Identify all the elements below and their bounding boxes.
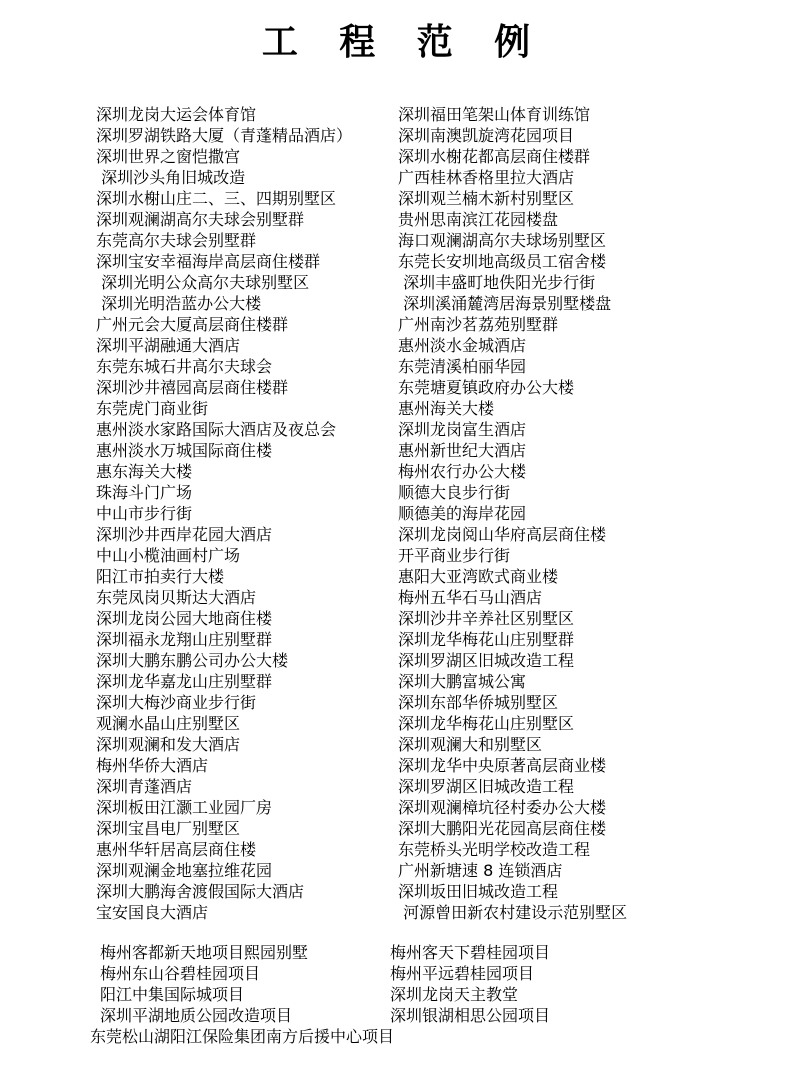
project-row (96, 671, 752, 692)
project-name-right: 梅州平远碧桂园项目 (390, 964, 535, 983)
project-row (96, 167, 752, 188)
project-name-right: 深圳龙华中央原著高层商业楼 (398, 756, 607, 775)
project-name-left: 珠海斗门广场 (96, 483, 193, 502)
project-row (96, 650, 752, 671)
project-row (96, 482, 752, 503)
project-name-left: 阳江中集国际城项目 (100, 985, 245, 1004)
project-row (96, 356, 752, 377)
project-name-left: 惠州华轩居高层商住楼 (96, 840, 257, 859)
project-name-left: 惠州淡水万城国际商住楼 (96, 441, 273, 460)
project-name-right: 广州南沙茗荔苑别墅群 (398, 315, 559, 334)
project-name-left: 深圳宝昌电厂别墅区 (96, 819, 241, 838)
project-row (96, 230, 752, 251)
project-row (96, 293, 752, 314)
project-name-right: 梅州客天下碧桂园项目 (390, 943, 551, 962)
project-name-right: 深圳南澳凯旋湾花园项目 (398, 126, 575, 145)
project-name-right: 深圳龙岗富生酒店 (398, 420, 527, 439)
project-name-left: 深圳板田江灏工业园厂房 (96, 798, 273, 817)
project-row (96, 251, 752, 272)
project-name-right: 东莞桥头光明学校改造工程 (398, 840, 591, 859)
project-name-left: 中山小榄油画村广场 (96, 546, 241, 565)
main-project-list (96, 104, 752, 923)
project-name-left: 惠州淡水家路国际大酒店及夜总会 (96, 420, 337, 439)
project-name-right: 梅州五华石马山酒店 (398, 588, 543, 607)
project-name-left: 深圳世界之窗恺撒宫 (96, 147, 241, 166)
project-name-left: 东莞松山湖阳江保险集团南方后援中心项目 (90, 1027, 395, 1046)
project-row (96, 440, 752, 461)
project-name-left: 梅州东山谷碧桂园项目 (100, 964, 261, 983)
project-row (96, 692, 752, 713)
project-name-right: 深圳银湖相思公园项目 (390, 1006, 551, 1025)
project-name-left: 深圳沙井西岸花园大酒店 (96, 525, 273, 544)
project-name-left: 深圳龙华嘉龙山庄别墅群 (96, 672, 273, 691)
project-row (96, 839, 752, 860)
project-name-left: 深圳沙头角旧城改造 (96, 168, 246, 187)
project-row (96, 188, 752, 209)
project-name-left: 深圳宝安幸福海岸高层商住楼群 (96, 252, 321, 271)
project-name-right: 深圳福田笔架山体育训练馆 (398, 105, 591, 124)
project-row (96, 608, 752, 629)
project-name-right: 开平商业步行街 (398, 546, 511, 565)
project-row (96, 104, 752, 125)
project-row (96, 587, 752, 608)
project-name-right: 惠州新世纪大酒店 (398, 441, 527, 460)
project-name-left: 梅州客都新天地项目熙园别墅 (100, 943, 309, 962)
project-name-left: 深圳观澜和发大酒店 (96, 735, 241, 754)
project-name-right: 顺德大良步行街 (398, 483, 511, 502)
project-name-right: 深圳龙岗天主教堂 (390, 985, 519, 1004)
project-name-right: 深圳罗湖区旧城改造工程 (398, 651, 575, 670)
project-row (96, 755, 752, 776)
project-row (96, 461, 752, 482)
project-row (96, 818, 752, 839)
project-name-right: 惠州海关大楼 (398, 399, 495, 418)
project-name-left: 东莞凤岗贝斯达大酒店 (96, 588, 257, 607)
project-row (96, 314, 752, 335)
project-name-right: 深圳罗湖区旧城改造工程 (398, 777, 575, 796)
project-name-left: 深圳大梅沙商业步行街 (96, 693, 257, 712)
project-name-left: 深圳平湖地质公园改造项目 (100, 1006, 293, 1025)
project-row (96, 398, 752, 419)
project-row (96, 902, 752, 923)
project-name-right: 深圳溪涌麓湾居海景别墅楼盘 (398, 294, 612, 313)
project-name-right: 东莞长安圳地高级员工宿舍楼 (398, 252, 607, 271)
project-row (96, 797, 752, 818)
project-name-left: 深圳光明浩蓝办公大楼 (96, 294, 262, 313)
project-name-right: 深圳坂田旧城改造工程 (398, 882, 559, 901)
project-name-left: 东莞东城石井高尔夫球会 (96, 357, 273, 376)
project-name-left: 观澜水晶山庄别墅区 (96, 714, 241, 733)
project-row (90, 1026, 752, 1047)
page-title: 工程范例 (261, 21, 572, 63)
project-row (96, 146, 752, 167)
project-name-right: 惠州淡水金城酒店 (398, 336, 527, 355)
project-name-left: 深圳龙岗公园大地商住楼 (96, 609, 273, 628)
project-name-left: 深圳罗湖铁路大厦（青蓬精品酒店） (96, 126, 353, 145)
project-name-left: 东莞高尔夫球会别墅群 (96, 231, 257, 250)
project-row (96, 503, 752, 524)
project-name-right: 东莞清溪柏丽华园 (398, 357, 527, 376)
project-name-right: 顺德美的海岸花园 (398, 504, 527, 523)
project-name-left: 深圳大鹏海舍渡假国际大酒店 (96, 882, 305, 901)
project-row (96, 377, 752, 398)
project-name-left: 深圳龙岗大运会体育馆 (96, 105, 257, 124)
project-name-right: 深圳龙华梅花山庄别墅群 (398, 630, 575, 649)
project-name-right: 深圳观兰楠木新村别墅区 (398, 189, 575, 208)
project-name-left: 东莞虎门商业街 (96, 399, 209, 418)
project-name-left: 深圳观澜湖高尔夫球会别墅群 (96, 210, 305, 229)
project-name-left: 深圳青蓬酒店 (96, 777, 193, 796)
project-name-left: 深圳水榭山庄二、三、四期别墅区 (96, 189, 337, 208)
project-name-right: 海口观澜湖高尔夫球场别墅区 (398, 231, 607, 250)
project-row (96, 272, 752, 293)
project-name-left: 宝安国良大酒店 (96, 903, 209, 922)
project-name-right: 深圳龙岗阅山华府高层商住楼 (398, 525, 607, 544)
project-name-right: 深圳沙井辛养社区别墅区 (398, 609, 575, 628)
project-name-left: 深圳光明公众高尔夫球别墅区 (96, 273, 310, 292)
project-row (96, 566, 752, 587)
project-row (90, 984, 752, 1005)
project-name-right: 深圳水榭花都高层商住楼群 (398, 147, 591, 166)
project-row (96, 419, 752, 440)
project-name-right: 广西桂林香格里拉大酒店 (398, 168, 575, 187)
project-name-right: 深圳观澜大和别墅区 (398, 735, 543, 754)
project-name-right: 河源曾田新农村建设示范别墅区 (398, 903, 628, 922)
project-row (96, 860, 752, 881)
project-name-left: 深圳福永龙翔山庄别墅群 (96, 630, 273, 649)
project-name-right: 深圳大鹏阳光花园高层商住楼 (398, 819, 607, 838)
project-name-right: 深圳丰盛町地佚阳光步行街 (398, 273, 596, 292)
project-row (96, 713, 752, 734)
project-name-right: 东莞塘夏镇政府办公大楼 (398, 378, 575, 397)
project-row (96, 524, 752, 545)
project-row (96, 209, 752, 230)
bottom-project-list (90, 942, 752, 1047)
project-name-left: 阳江市拍卖行大楼 (96, 567, 225, 586)
project-name-right: 惠阳大亚湾欧式商业楼 (398, 567, 559, 586)
project-name-left: 深圳观澜金地塞拉维花园 (96, 861, 273, 880)
project-name-right: 深圳龙华梅花山庄别墅区 (398, 714, 575, 733)
project-name-right: 广州新塘速 8 连锁酒店 (398, 861, 563, 880)
project-name-right: 深圳观澜樟坑径村委办公大楼 (398, 798, 607, 817)
project-row (96, 125, 752, 146)
project-row (90, 942, 752, 963)
project-row (96, 629, 752, 650)
project-name-left: 惠东海关大楼 (96, 462, 193, 481)
project-name-right: 梅州农行办公大楼 (398, 462, 527, 481)
project-name-left: 深圳沙井禧园高层商住楼群 (96, 378, 289, 397)
project-row (90, 1005, 752, 1026)
project-name-right: 贵州思南滨江花园楼盘 (398, 210, 559, 229)
project-row (96, 881, 752, 902)
project-name-left: 广州元会大厦高层商住楼群 (96, 315, 289, 334)
project-name-right: 深圳大鹏富城公寓 (398, 672, 527, 691)
project-row (90, 963, 752, 984)
project-name-left: 中山市步行街 (96, 504, 193, 523)
project-name-left: 深圳平湖融通大酒店 (96, 336, 241, 355)
project-row (96, 734, 752, 755)
project-row (96, 545, 752, 566)
project-name-left: 梅州华侨大酒店 (96, 756, 209, 775)
project-name-left: 深圳大鹏东鹏公司办公大楼 (96, 651, 289, 670)
project-row (96, 335, 752, 356)
project-row (96, 776, 752, 797)
project-name-right: 深圳东部华侨城别墅区 (398, 693, 559, 712)
